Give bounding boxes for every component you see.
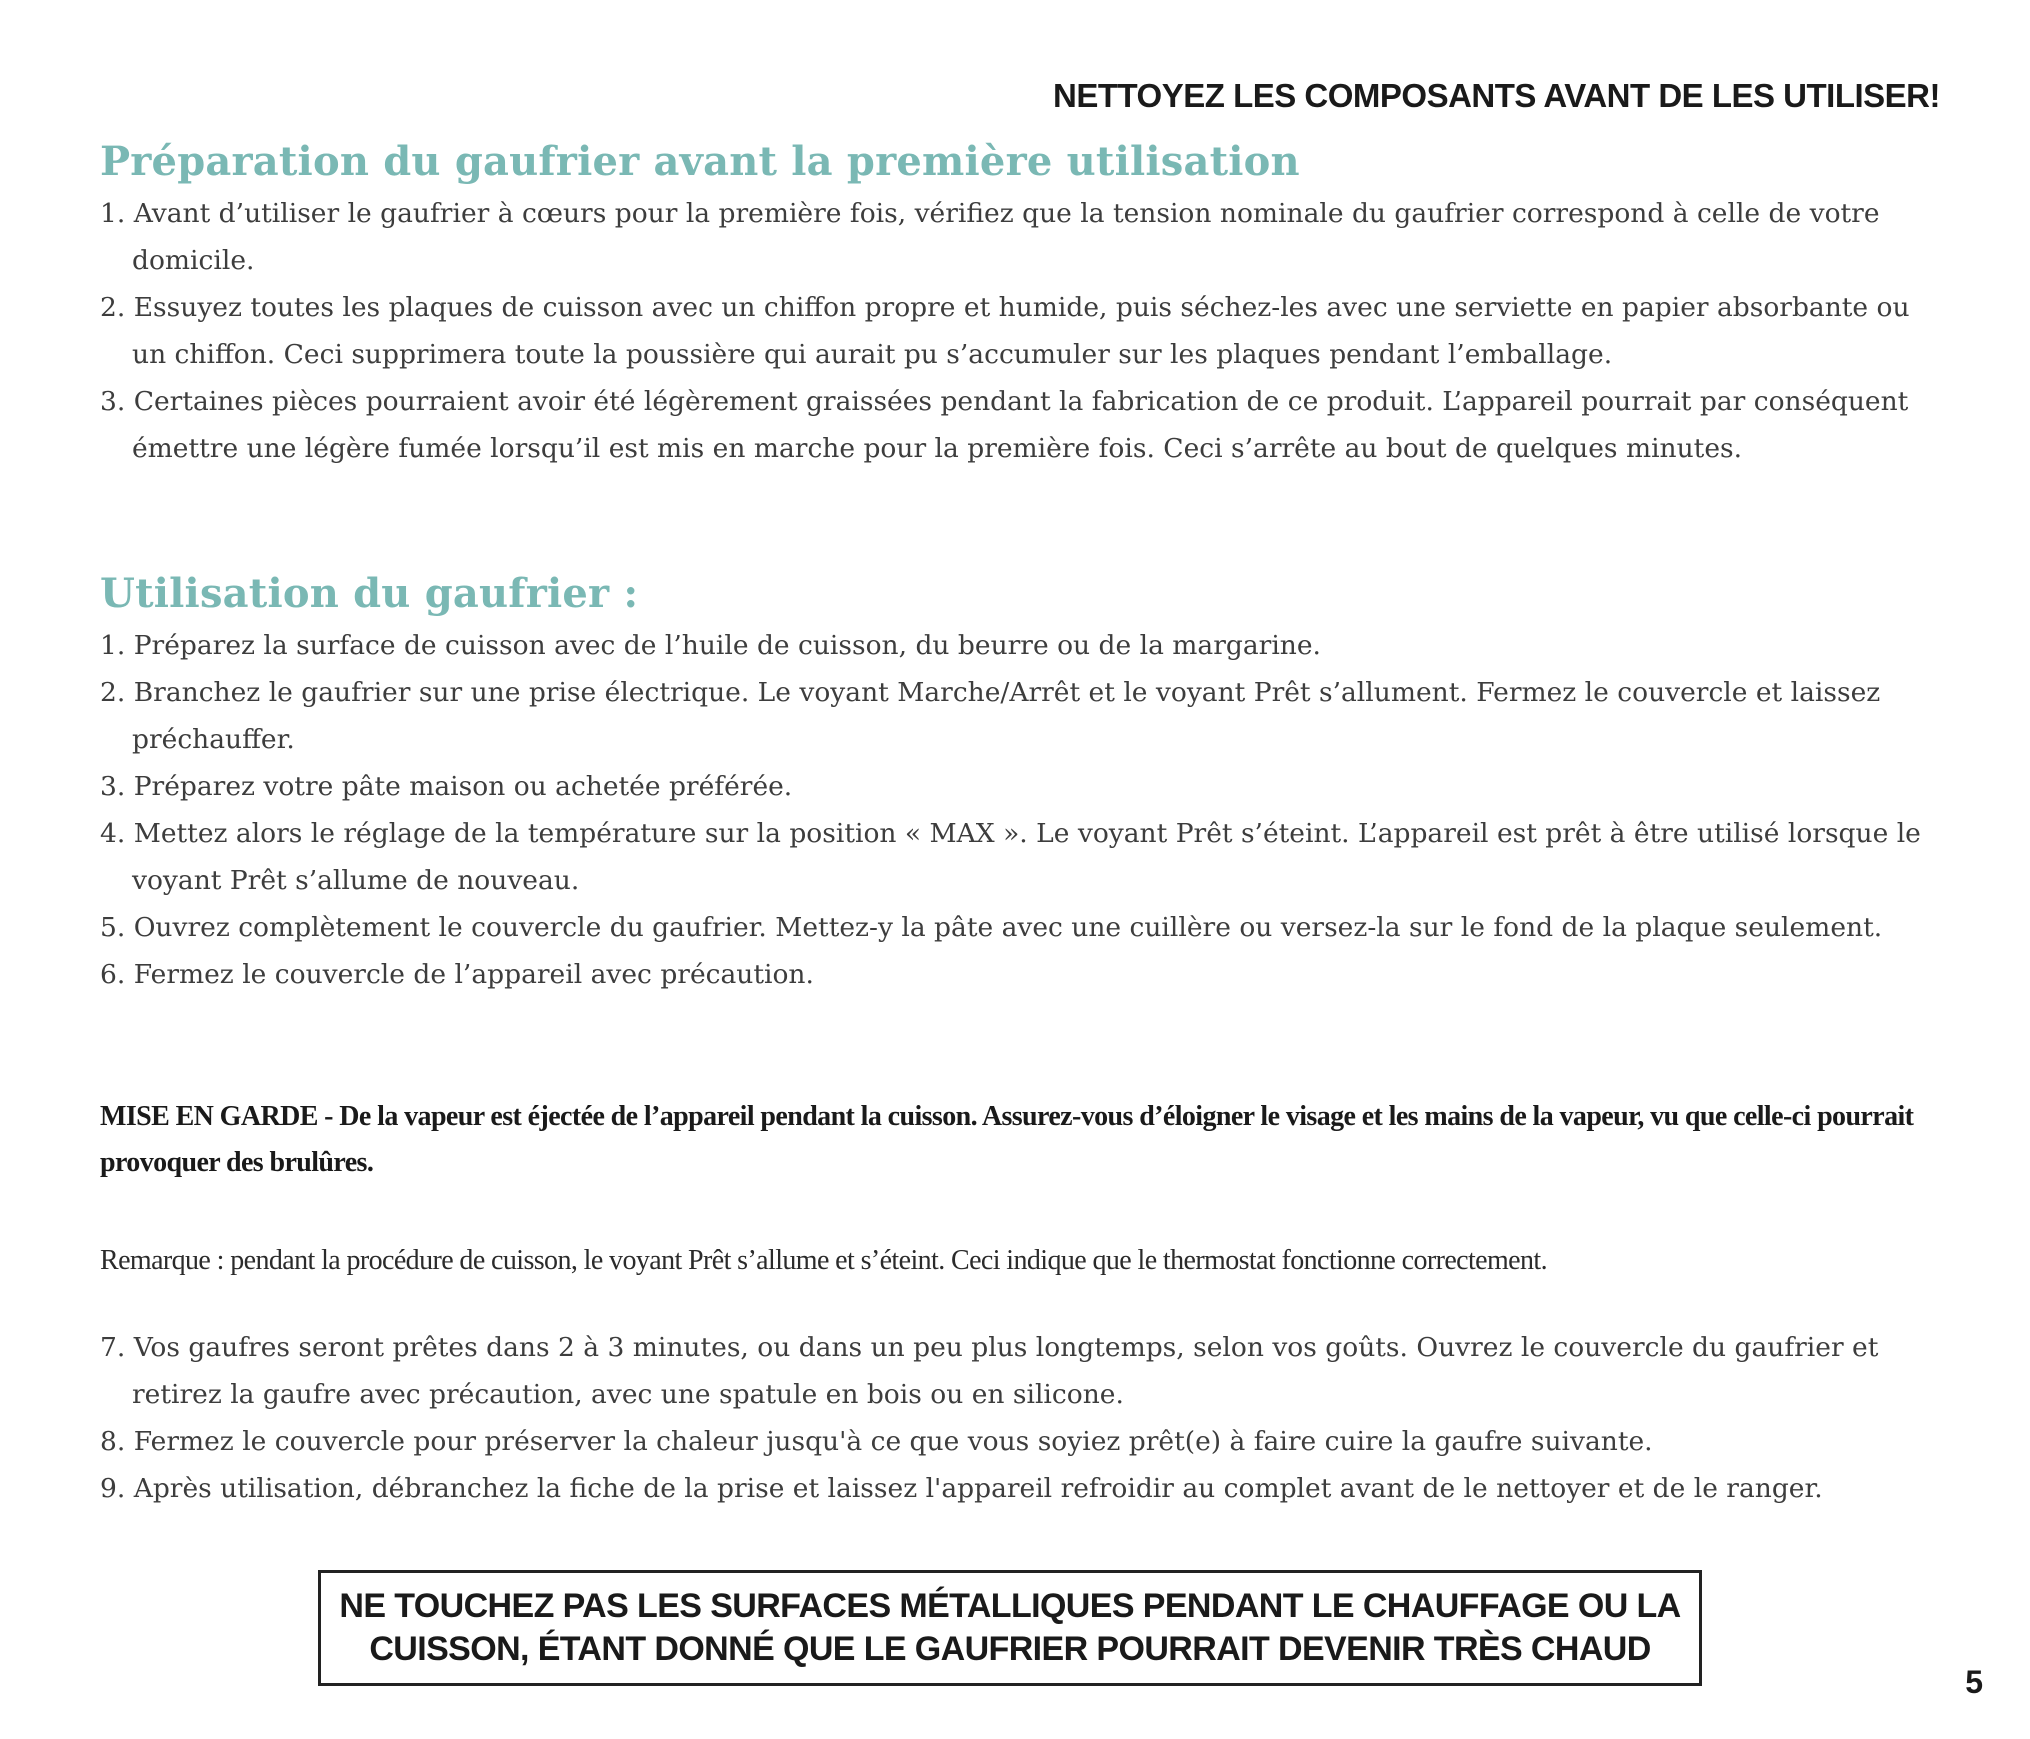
list-item: 4. Mettez alors le réglage de la température sur la position « MAX ». Le voyant Prêt s’éteint. L’appareil est prêt à être utilisé lorsque le voyant Prêt s’allume de nouveau.	[100, 818, 1921, 896]
list-item: 7. Vos gaufres seront prêtes dans 2 à 3 minutes, ou dans un peu plus longtemps, selon vos goûts. Ouvrez le couvercle du gaufrier et retirez la gaufre avec précaution, avec une spatule en bois ou en silicone.	[100, 1332, 1879, 1410]
page-number: 5	[1965, 1664, 1983, 1700]
list-item: 1. Avant d’utiliser le gaufrier à cœurs pour la première fois, vérifiez que la tension nominale du gaufrier correspond à celle de votre domicile.	[100, 198, 1880, 276]
section-title-usage: Utilisation du gaufrier :	[100, 570, 639, 617]
hot-surface-warning-box	[318, 1570, 1702, 1686]
thermostat-note: Remarque : pendant la procédure de cuisson, le voyant Prêt s’allume et s’éteint. Ceci indique que le thermostat fonctionne correctement.	[100, 1245, 1547, 1276]
list-item: 5. Ouvrez complètement le couvercle du gaufrier. Mettez-y la pâte avec une cuillère ou versez-la sur le fond de la plaque seulement.	[100, 912, 1883, 943]
usage-steps-list	[100, 622, 1930, 998]
hot-warning-line-1: NE TOUCHEZ PAS LES SURFACES MÉTALLIQUES PENDANT LE CHAUFFAGE OU LA	[339, 1587, 1681, 1625]
list-item: 6. Fermez le couvercle de l’appareil avec précaution.	[100, 959, 814, 990]
clean-components-banner: NETTOYEZ LES COMPOSANTS AVANT DE LES UTILISER!	[1053, 77, 1940, 114]
section-title-preparation: Préparation du gaufrier avant la première utilisation	[100, 138, 1300, 185]
final-steps-list	[100, 1324, 1930, 1512]
list-item: 2. Essuyez toutes les plaques de cuisson avec un chiffon propre et humide, puis séchez-les avec une serviette en papier absorbante ou un chiffon. Ceci supprimera toute la poussière qui aurait pu s’accumuler sur les plaques pendant l’emballage.	[100, 292, 1910, 370]
steam-warning: MISE EN GARDE - De la vapeur est éjectée de l’appareil pendant la cuisson. Assurez-vous d’éloigner le visage et les mains de la vapeur, vu que celle-ci pourrait provoquer des brulûres.	[100, 1101, 1914, 1178]
list-item: 8. Fermez le couvercle pour préserver la chaleur jusqu'à ce que vous soyiez prêt(e) à faire cuire la gaufre suivante.	[100, 1426, 1653, 1457]
list-item: 2. Branchez le gaufrier sur une prise électrique. Le voyant Marche/Arrêt et le voyant Prêt s’allument. Fermez le couvercle et laissez préchauffer.	[100, 677, 1881, 755]
list-item: 3. Préparez votre pâte maison ou achetée préférée.	[100, 771, 793, 802]
list-item: 9. Après utilisation, débranchez la fiche de la prise et laissez l'appareil refroidir au complet avant de le nettoyer et de le ranger.	[100, 1473, 1823, 1504]
list-item: 3. Certaines pièces pourraient avoir été légèrement graissées pendant la fabrication de ce produit. L’appareil pourrait par conséquent émettre une légère fumée lorsqu’il est mis en marche pour la première fois. Ceci s’arrête au bout de quelques minutes.	[100, 386, 1909, 464]
list-item: 1. Préparez la surface de cuisson avec de l’huile de cuisson, du beurre ou de la margarine.	[100, 630, 1321, 661]
hot-warning-line-2: CUISSON, ÉTANT DONNÉ QUE LE GAUFRIER POURRAIT DEVENIR TRÈS CHAUD	[369, 1630, 1651, 1668]
preparation-steps-list	[100, 190, 1930, 472]
